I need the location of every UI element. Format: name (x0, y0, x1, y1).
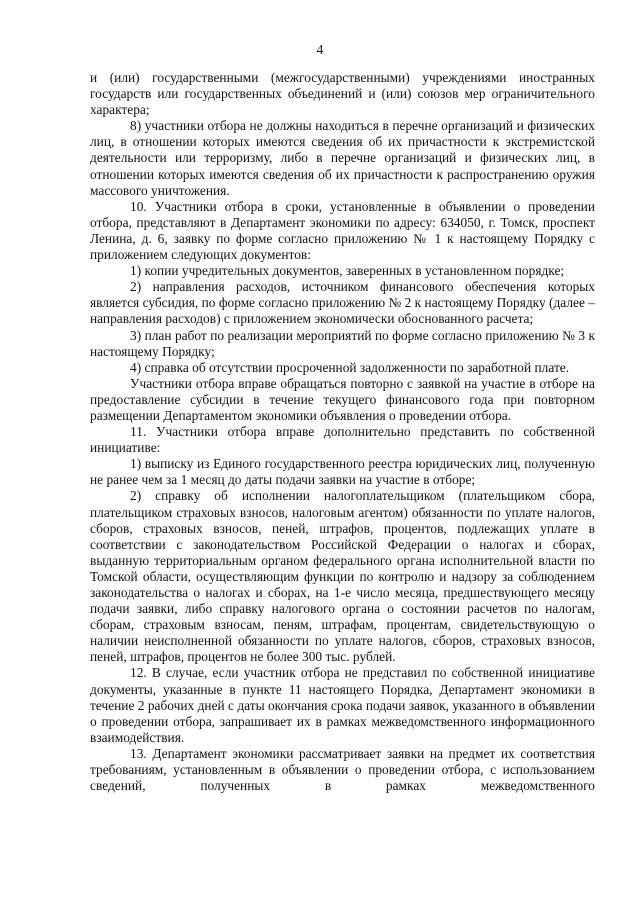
paragraph-section-11-item-1: 1) выписку из Единого государственного реестра юридических лиц, полученную не ранее чем за 1 месяц до даты подачи заявки на участие в отборе; (90, 456, 595, 488)
document-body (90, 70, 595, 794)
paragraph-repeat-application: Участники отбора вправе обращаться повторно с заявкой на участие в отборе на предоставление субсидии в течение текущего финансового года при повторном размещении Департаментом экономики объявления о проведении отбора. (90, 375, 595, 423)
paragraph-section-13: 13. Департамент экономики рассматривает заявки на предмет их соответствия требованиям, установленным в объявлении о проведении отбора, с использованием сведений, полученных в рамках межведомственного (90, 745, 595, 794)
paragraph-section-10-item-1: 1) копии учредительных документов, заверенных в установленном порядке; (130, 263, 565, 279)
page-number: 4 (316, 42, 324, 57)
paragraph-section-10-item-2: 2) направления расходов, источником финансового обеспечения которых является субсидия, по форме согласно приложению № 2 к настоящему Порядку (далее – направления расходов) с приложением экономически обоснованного расчета; (90, 279, 595, 327)
paragraph-section-10: 10. Участники отбора в сроки, установленные в объявлении о проведении отбора, представляют в Департамент экономики по адресу: 634050, г. Томск, проспект Ленина, д. 6, заявку по форме согласно приложению № 1 к настоящему Порядку с приложением следующих документов: (90, 198, 595, 263)
paragraph-sanctions-continuation: и (или) государственными (межгосударственными) учреждениями иностранных государств или государственных объединений и (или) союзов мер ограничительного характера; (90, 70, 595, 118)
paragraph-section-10-item-3: 3) план работ по реализации мероприятий по форме согласно приложению № 3 к настоящему Порядку; (90, 327, 595, 359)
paragraph-section-12: 12. В случае, если участник отбора не представил по собственной инициативе документы, указанные в пункте 11 настоящего Порядка, Департамент экономики в течение 2 рабочих дней с даты окончания срока подачи заявок, указанного в объявлении о проведении отбора, запрашивает их в рамках межведомственного информационного взаимодействия. (90, 665, 595, 745)
paragraph-section-10-item-4: 4) справка об отсутствии просроченной задолженности по заработной плате. (130, 359, 570, 375)
paragraph-section-11: 11. Участники отбора вправе дополнительно представить по собственной инициативе: (90, 424, 595, 456)
paragraph-section-11-item-2: 2) справку об исполнении налогоплательщиком (плательщиком сбора, плательщиком страховых взносов, налоговым агентом) обязанности по уплате налогов, сборов, страховых взносов, пеней, штрафов, процентов, подлежащих уплате в соответствии с законодательством Российской Федерации о налогах и сборах, выданную территориальным органом федерального органа исполнительной власти по Томской области, осуществляющим функции по контролю и надзору за соблюдением законодательства о налогах и сборах, на 1-е число месяца, предшествующего месяцу подачи заявки, либо справку налогового органа о состоянии расчетов по налогам, сборам, страховым взносам, пеням, штрафам, процентам, свидетельствующую о наличии неисполненной обязанности по уплате налогов, сборов, страховых взносов, пеней, штрафов, процентов не более 300 тыс. рублей. (90, 488, 595, 665)
paragraph-item-8: 8) участники отбора не должны находиться в перечне организаций и физических лиц, в отношении которых имеются сведения об их причастности к экстремистской деятельности или терроризму, либо в перечне организаций и физических лиц, в отношении которых имеются сведения об их причастности к распространению оружия массового уничтожения. (90, 118, 595, 198)
